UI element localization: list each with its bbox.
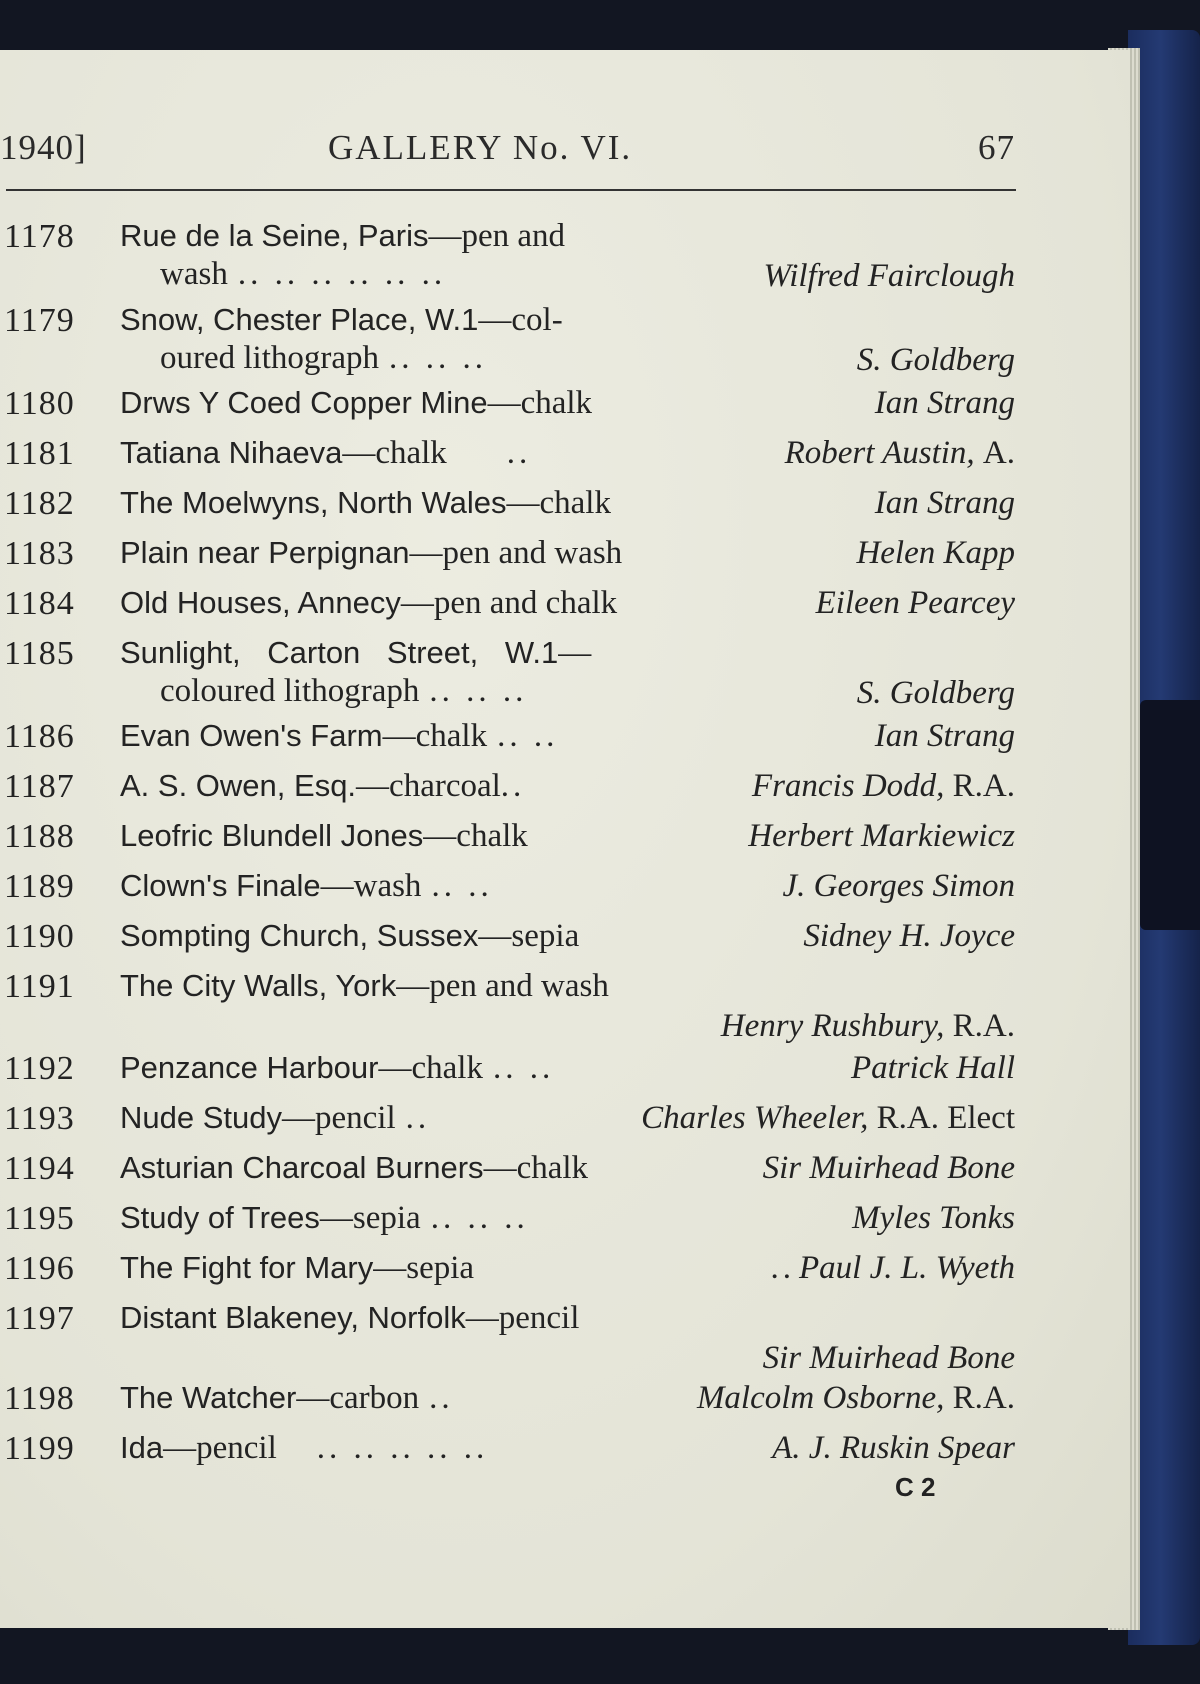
artist-name: S. Goldberg — [856, 342, 1015, 378]
entry-title: Sunlight, Carton Street, W.1 — [120, 635, 559, 670]
entry-title: Old Houses, Annecy — [120, 585, 401, 620]
entry-number: 1191 — [4, 968, 75, 1005]
artist-name: Herbert Markiewicz — [748, 818, 1015, 854]
artist-name: Helen Kapp — [856, 535, 1015, 571]
entry-artist — [803, 918, 1015, 955]
artist-name: Paul J. L. Wyeth — [799, 1250, 1015, 1286]
leader-dots: .. .. .. — [429, 673, 528, 709]
entry-medium: —chalk — [382, 718, 488, 754]
entry-number: 1194 — [4, 1150, 75, 1187]
entry-artist — [875, 385, 1015, 422]
entry-number: 1195 — [4, 1200, 75, 1237]
entry-artist — [697, 1380, 1015, 1417]
artist-name: Sidney H. Joyce — [803, 918, 1015, 954]
artist-name: Ian Strang — [874, 485, 1015, 521]
entry-number: 1193 — [4, 1100, 75, 1137]
entry-medium: —pencil — [465, 1300, 580, 1336]
artist-name: Henry Rushbury, — [720, 1008, 945, 1044]
entry-medium: —pen and wash — [396, 968, 609, 1004]
entry-number: 1180 — [4, 385, 75, 422]
leader-dots: .. — [405, 1100, 431, 1136]
entry-title: Leofric Blundell Jones — [120, 818, 424, 853]
artist-honour: R.A. — [952, 768, 1015, 804]
artist-honour: R.A. — [952, 1008, 1015, 1044]
entry-artist — [875, 485, 1015, 522]
entry-title: Plain near Perpignan — [120, 535, 410, 570]
entry-medium: —chalk — [487, 385, 593, 421]
entry-title: Sompting Church, Sussex — [120, 918, 479, 953]
artist-name: A. J. Ruskin Spear — [772, 1430, 1015, 1466]
entry-title: Rue de la Seine, Paris — [120, 218, 429, 253]
entry-title: The Watcher — [120, 1380, 297, 1415]
entry-title: Clown's Finale — [120, 868, 321, 903]
leader-dots: .. .. — [492, 1050, 555, 1086]
entry-number: 1183 — [4, 535, 75, 572]
entry-number: 1199 — [4, 1430, 75, 1467]
page-number: 67 — [978, 128, 1015, 167]
leader-dots: .. — [770, 1250, 795, 1286]
entry-number: 1196 — [4, 1250, 75, 1287]
entry-number: 1186 — [4, 718, 75, 755]
entry-title: Study of Trees — [120, 1200, 320, 1235]
entry-number: 1190 — [4, 918, 75, 955]
signature-mark: C 2 — [895, 1472, 936, 1502]
entry-continuation: wash — [160, 256, 228, 292]
entry-number: 1188 — [4, 818, 75, 855]
entry-artist — [748, 818, 1015, 855]
entry-medium: — — [558, 635, 592, 671]
artist-name: Ian Strang — [874, 718, 1015, 754]
running-head-title: GALLERY No. VI. — [328, 128, 633, 167]
running-head-year: 1940] — [0, 128, 87, 167]
entry-medium: —carbon — [296, 1380, 420, 1416]
artist-name: Ian Strang — [874, 385, 1015, 421]
entry-title: Ida — [120, 1430, 164, 1465]
entry-artist — [772, 1430, 1015, 1467]
artist-name: Eileen Pearcey — [815, 585, 1015, 621]
artist-name: Francis Dodd, — [751, 768, 945, 804]
entry-title: The City Walls, York — [120, 968, 397, 1003]
artist-honour: R.A. Elect — [876, 1100, 1015, 1136]
entry-artist — [721, 1008, 1015, 1045]
running-head — [0, 128, 1015, 172]
entry-number: 1182 — [4, 485, 75, 522]
entry-medium: —charcoal — [356, 768, 501, 804]
entry-medium: —sepia — [373, 1250, 475, 1286]
entry-title: Nude Study — [120, 1100, 282, 1135]
artist-name: Malcolm Osborne, — [696, 1380, 945, 1416]
entry-medium: —pen and chalk — [400, 585, 618, 621]
entry-artist — [816, 585, 1015, 622]
entry-number: 1187 — [4, 768, 75, 805]
artist-honour: R.A. — [952, 1380, 1015, 1416]
entry-continuation: oured lithograph — [160, 340, 380, 376]
entry-artist — [752, 768, 1015, 805]
entry-artist — [763, 1340, 1015, 1377]
entry-artist — [875, 718, 1015, 755]
entry-title: Tatiana Nihaeva — [120, 435, 343, 470]
cover-clasp — [1140, 700, 1200, 930]
entry-number: 1192 — [4, 1050, 75, 1087]
entry-number: 1179 — [4, 302, 75, 339]
entry-artist — [785, 435, 1015, 472]
entry-artist — [764, 258, 1015, 295]
artist-name: J. Georges Simon — [782, 868, 1015, 904]
entry-title: A. S. Owen, Esq. — [120, 768, 357, 803]
entry-medium: —chalk — [483, 1150, 589, 1186]
artist-name: Patrick Hall — [850, 1050, 1015, 1086]
entry-medium: —pen and wash — [409, 535, 623, 571]
entry-artist — [783, 868, 1015, 905]
entry-medium: —chalk — [342, 435, 447, 471]
entry-number: 1189 — [4, 868, 75, 905]
entry-title: Distant Blakeney, Norfolk — [120, 1300, 466, 1335]
entry-artist — [857, 342, 1015, 379]
entry-medium: —chalk — [378, 1050, 483, 1086]
header-rule — [6, 189, 1016, 191]
entry-medium: —pen and — [428, 218, 566, 254]
entry-title: Drws Y Coed Copper Mine — [120, 385, 488, 420]
entry-continuation: coloured lithograph — [160, 673, 420, 709]
artist-name: S. Goldberg — [856, 675, 1015, 711]
entry-medium: —chalk — [423, 818, 528, 854]
entry-artist — [856, 535, 1015, 572]
artist-name: Charles Wheeler, — [641, 1100, 869, 1136]
artist-name: Sir Muirhead Bone — [762, 1340, 1015, 1376]
leader-dots: .. .. .. .. .. .. — [237, 256, 447, 292]
artist-honour: A. — [982, 435, 1015, 471]
entry-medium: —pencil — [163, 1430, 277, 1466]
entry-number: 1181 — [4, 435, 75, 472]
artist-name: Myles Tonks — [852, 1200, 1015, 1236]
entry-medium: —chalk — [506, 485, 611, 521]
entry-number: 1198 — [4, 1380, 75, 1417]
leader-dots: .. .. .. — [389, 340, 488, 376]
entry-artist — [763, 1150, 1015, 1187]
entry-medium: —pencil — [282, 1100, 396, 1136]
entry-medium: —col- — [478, 302, 563, 338]
entry-medium: —sepia — [478, 918, 580, 954]
entry-title: Penzance Harbour — [120, 1050, 379, 1085]
leader-dots: .. .. — [431, 868, 493, 904]
entry-artist — [641, 1100, 1015, 1137]
entry-artist — [857, 675, 1015, 712]
leader-dots: .. .. — [497, 718, 559, 754]
artist-name: Robert Austin, — [784, 435, 975, 471]
entry-medium: —sepia — [319, 1200, 421, 1236]
entry-title: Asturian Charcoal Burners — [120, 1150, 484, 1185]
leader-dots: .. — [506, 435, 532, 471]
entry-number: 1197 — [4, 1300, 75, 1337]
entry-number: 1184 — [4, 585, 75, 622]
entry-title: The Moelwyns, North Wales — [120, 485, 507, 520]
entry-title: The Fight for Mary — [120, 1250, 374, 1285]
entry-medium: —wash — [320, 868, 422, 904]
entry-number: 1185 — [4, 635, 75, 672]
leader-dots: .. — [500, 768, 526, 804]
entry-artist — [771, 1250, 1016, 1287]
leader-dots: .. — [429, 1380, 454, 1416]
leader-dots: .. .. .. .. .. — [316, 1430, 489, 1466]
entry-title: Snow, Chester Place, W.1 — [120, 302, 479, 337]
leader-dots: .. .. .. — [430, 1200, 529, 1236]
entry-artist — [852, 1200, 1015, 1237]
entry-title: Evan Owen's Farm — [120, 718, 383, 753]
entry-number: 1178 — [4, 218, 75, 255]
entry-artist — [851, 1050, 1015, 1087]
artist-name: Sir Muirhead Bone — [762, 1150, 1015, 1186]
artist-name: Wilfred Fairclough — [763, 258, 1015, 294]
